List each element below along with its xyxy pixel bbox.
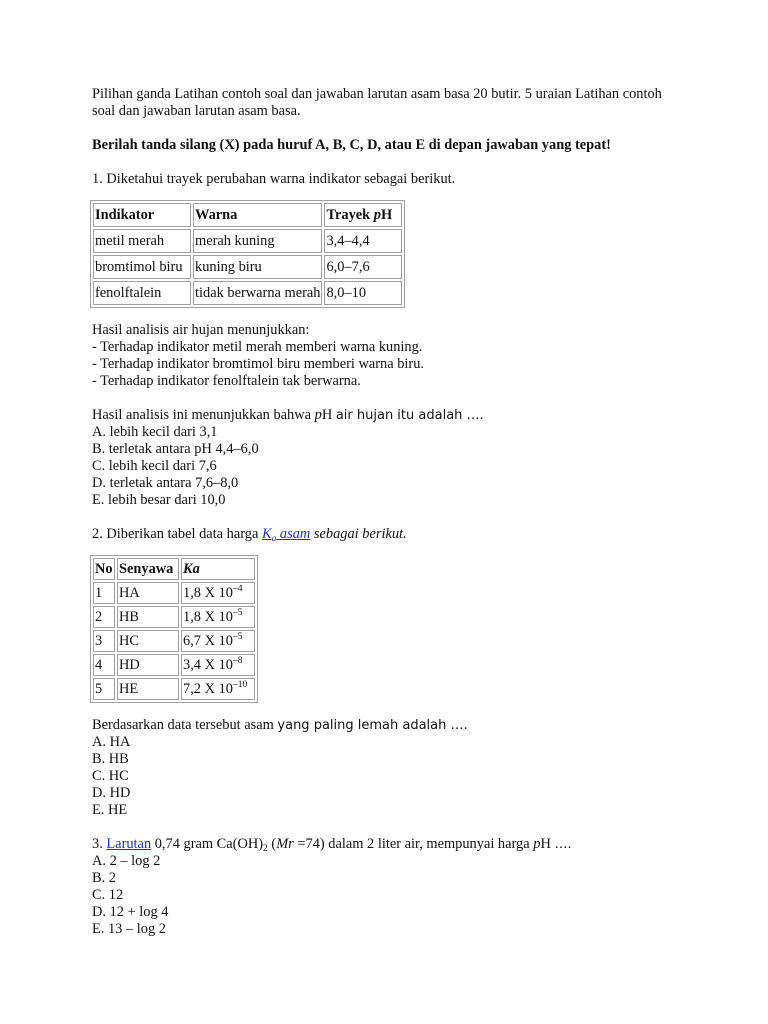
- cell-trayek: 3,4–4,4: [324, 229, 402, 253]
- ka-table: [90, 555, 258, 703]
- option-e: E. 13 – log 2: [92, 921, 166, 937]
- cell-senyawa: HE: [117, 678, 179, 700]
- link-sub: a: [271, 534, 277, 544]
- header-warna: Warna: [193, 203, 322, 227]
- cell-no: 3: [93, 630, 115, 652]
- cell-no: 5: [93, 678, 115, 700]
- indicator-table: [90, 200, 405, 308]
- question-3-prompt: [92, 836, 682, 853]
- ka-exp: –5: [232, 632, 243, 642]
- q3-h: H: [540, 836, 555, 852]
- ka-exp: –5: [232, 608, 243, 618]
- cell-no: 4: [93, 654, 115, 676]
- table-header-row: [93, 203, 402, 227]
- option-a: A. lebih kecil dari 3,1: [92, 424, 218, 440]
- cell-senyawa: HA: [117, 582, 179, 604]
- ka-base: 3,4 X 10: [183, 657, 233, 673]
- stem-text: 2. Diberikan tabel data harga: [92, 526, 262, 542]
- cell-senyawa: HB: [117, 606, 179, 628]
- analysis-block: [92, 322, 682, 390]
- option-c: C. lebih kecil dari 7,6: [92, 458, 217, 474]
- table-row: [93, 229, 402, 253]
- cell-warna: merah kuning: [193, 229, 322, 253]
- document-page: [92, 86, 682, 955]
- analysis-line: - Terhadap indikator bromtimol biru memberi warna biru.: [92, 356, 425, 372]
- cell-trayek: 6,0–7,6: [324, 255, 402, 279]
- prompt-tail: yang paling lemah adalah ….: [277, 718, 468, 733]
- header-indikator: Indikator: [93, 203, 191, 227]
- cell-trayek: 8,0–10: [324, 281, 402, 305]
- prompt-text: Hasil analisis ini menunjukkan bahwa: [92, 407, 315, 423]
- option-e: E. lebih besar dari 10,0: [92, 492, 226, 508]
- ka-exp: –8: [232, 656, 243, 666]
- cell-senyawa: HC: [117, 630, 179, 652]
- ka-asam-link[interactable]: [262, 526, 310, 542]
- intro-paragraph: Pilihan ganda Latihan contoh soal dan jawaban larutan asam basa 20 butir. 5 uraian Latihan contoh soal dan jawaban larutan asam basa.: [92, 86, 662, 119]
- cell-ka: [181, 606, 255, 628]
- analysis-title: Hasil analisis air hujan menunjukkan:: [92, 322, 310, 338]
- option-d: D. terletak antara 7,6–8,0: [92, 475, 239, 491]
- option-b: B. terletak antara pH 4,4–6,0: [92, 441, 259, 457]
- cell-no: 1: [93, 582, 115, 604]
- option-c: C. HC: [92, 768, 129, 784]
- q3-mr: Mr: [276, 836, 294, 852]
- table-row: [93, 630, 255, 652]
- option-a: A. 2 – log 2: [92, 853, 161, 869]
- q3-number: 3.: [92, 836, 107, 852]
- ka-exp: –10: [232, 680, 248, 690]
- analysis-line: - Terhadap indikator metil merah memberi warna kuning.: [92, 339, 423, 355]
- prompt-text: Berdasarkan data tersebut asam: [92, 717, 278, 733]
- ka-base: 7,2 X 10: [183, 681, 233, 697]
- stem-tail: sebagai berikut.: [310, 526, 407, 542]
- question-2-prompt: [92, 717, 682, 734]
- cell-senyawa: HD: [117, 654, 179, 676]
- q3-text: =74) dalam 2 liter air, mempunyai harga: [293, 836, 534, 852]
- cell-no: 2: [93, 606, 115, 628]
- header-trayek-p: p: [373, 207, 381, 223]
- option-d: D. 12 + log 4: [92, 904, 169, 920]
- q3-p: p: [533, 836, 541, 852]
- question-3-block: [92, 836, 682, 938]
- header-trayek-h: H: [380, 207, 393, 223]
- option-b: B. 2: [92, 870, 116, 886]
- option-d: D. HD: [92, 785, 131, 801]
- prompt-h: H: [321, 407, 336, 423]
- table-row: [93, 606, 255, 628]
- option-e: E. HE: [92, 802, 128, 818]
- analysis-line: - Terhadap indikator fenolftalein tak berwarna.: [92, 373, 361, 389]
- cell-ka: [181, 630, 255, 652]
- prompt-p: p: [314, 407, 322, 423]
- option-a: A. HA: [92, 734, 131, 750]
- q3-subscript: 2: [263, 844, 268, 854]
- cell-ka: [181, 582, 255, 604]
- ka-exp: –4: [232, 584, 243, 594]
- ka-base: 1,8 X 10: [183, 609, 233, 625]
- header-senyawa: Senyawa: [117, 558, 179, 580]
- question-1-block: [92, 407, 682, 509]
- question-1-stem: 1. Diketahui trayek perubahan warna indikator sebagai berikut.: [92, 171, 456, 187]
- option-b: B. HB: [92, 751, 129, 767]
- table-row: [93, 255, 402, 279]
- table-header-row: [93, 558, 255, 580]
- q3-ellipsis: ….: [554, 837, 572, 852]
- header-trayek-ph: [324, 203, 402, 227]
- question-1-prompt: [92, 407, 682, 424]
- cell-warna: kuning biru: [193, 255, 322, 279]
- q3-text: 0,74 gram Ca(OH): [151, 836, 264, 852]
- cell-indikator: fenolftalein: [93, 281, 191, 305]
- cell-indikator: metil merah: [93, 229, 191, 253]
- link-k: K: [261, 526, 272, 542]
- ka-base: 1,8 X 10: [183, 585, 233, 601]
- cell-ka: [181, 678, 255, 700]
- table-row: [93, 654, 255, 676]
- instruction-text: Berilah tanda silang (X) pada huruf A, B, C, D, atau E di depan jawaban yang tepat!: [92, 137, 611, 153]
- table-row: [93, 678, 255, 700]
- q3-text: (: [267, 836, 277, 852]
- header-trayek-text: Trayek: [326, 207, 374, 223]
- ka-base: 6,7 X 10: [183, 633, 233, 649]
- table-row: [93, 281, 402, 305]
- option-c: C. 12: [92, 887, 124, 903]
- cell-ka: [181, 654, 255, 676]
- larutan-link[interactable]: Larutan: [106, 836, 152, 852]
- header-no: No: [93, 558, 115, 580]
- table-row: [93, 582, 255, 604]
- cell-warna: tidak berwarna merah: [193, 281, 322, 305]
- prompt-tail: air hujan itu adalah ….: [335, 408, 484, 423]
- link-asam: asam: [276, 526, 311, 542]
- question-2-stem: [92, 526, 682, 543]
- cell-indikator: bromtimol biru: [93, 255, 191, 279]
- question-2-block: [92, 717, 682, 819]
- header-ka: Ka: [181, 558, 255, 580]
